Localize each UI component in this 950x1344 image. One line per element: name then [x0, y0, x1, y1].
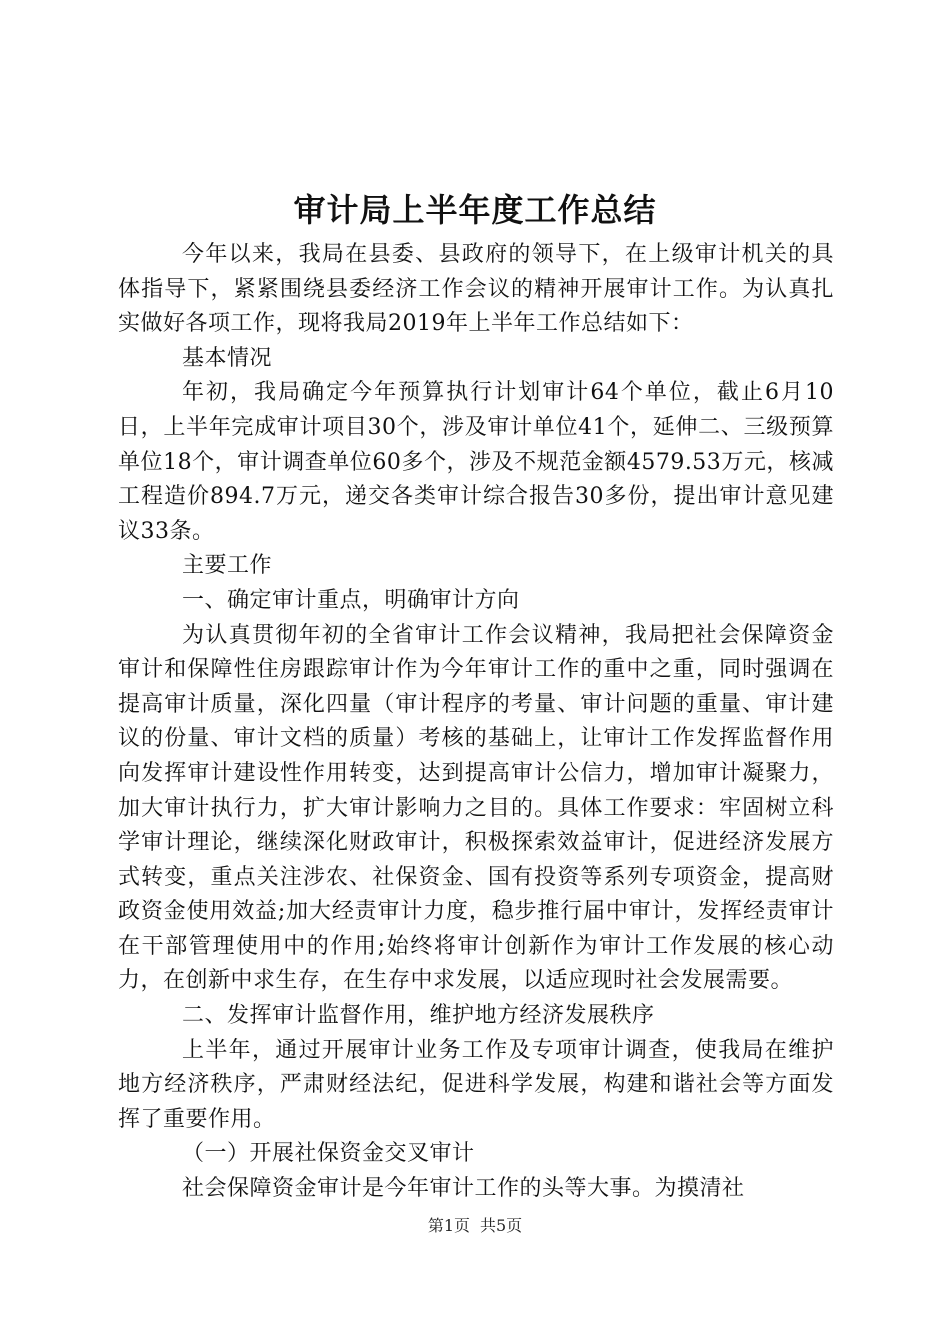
- audit-supervision-paragraph: 上半年，通过开展审计业务工作及专项审计调查，使我局在维护地方经济秩序，严肃财经法纪，促进科学发展，构建和谐社会等方面发挥了重要作用。: [118, 1037, 834, 1132]
- social-security-paragraph: 社会保障资金审计是今年审计工作的头等大事。为摸清社: [182, 1176, 745, 1202]
- intro-paragraph: 今年以来，我局在县委、县政府的领导下，在上级审计机关的具体指导下，紧紧围绕县委经济工作会议的精神开展审计工作。为认真扎实做好各项工作，现将我局2019年上半年工作总结如下：: [118, 242, 834, 337]
- subheading-audit-focus: 一、确定审计重点，明确审计方向: [182, 587, 520, 613]
- subheading-social-security-audit: （一）开展社保资金交叉审计: [182, 1141, 475, 1167]
- section-heading-main-work: 主要工作: [182, 553, 273, 579]
- page-total: 共5页: [480, 1216, 523, 1235]
- document-title: 审计局上半年度工作总结: [293, 191, 657, 229]
- page-number: 第1页: [427, 1216, 470, 1235]
- page-footer: [0, 1215, 950, 1237]
- basic-situation-paragraph: 年初，我局确定今年预算执行计划审计64个单位，截止6月10日，上半年完成审计项目30个，涉及审计单位41个，延伸二、三级预算单位18个，审计调查单位60多个，涉及不规范金额4579.53万元，核减工程造价894.7万元，递交各类审计综合报告30多份，提出审计意见建议33条。: [118, 380, 834, 544]
- section-heading-basic: 基本情况: [182, 345, 273, 371]
- subheading-audit-supervision: 二、发挥审计监督作用，维护地方经济发展秩序: [182, 1003, 655, 1029]
- audit-focus-paragraph: 为认真贯彻年初的全省审计工作会议精神，我局把社会保障资金审计和保障性住房跟踪审计作为今年审计工作的重中之重，同时强调在提高审计质量，深化四量（审计程序的考量、审计问题的重量、审计建议的份量、审计文档的质量）考核的基础上，让审计工作发挥监督作用向发挥审计建设性作用转变，达到提高审计公信力，增加审计凝聚力，加大审计执行力，扩大审计影响力之目的。具体工作要求：牢固树立科学审计理论，继续深化财政审计，积极探索效益审计，促进经济发展方式转变，重点关注涉农、社保资金、国有投资等系列专项资金，提高财政资金使用效益;加大经责审计力度，稳步推行届中审计，发挥经责审计在干部管理使用中的作用;始终将审计创新作为审计工作发展的核心动力，在创新中求生存，在生存中求发展，以适应现时社会发展需要。: [118, 622, 834, 994]
- document-body: [118, 238, 834, 1207]
